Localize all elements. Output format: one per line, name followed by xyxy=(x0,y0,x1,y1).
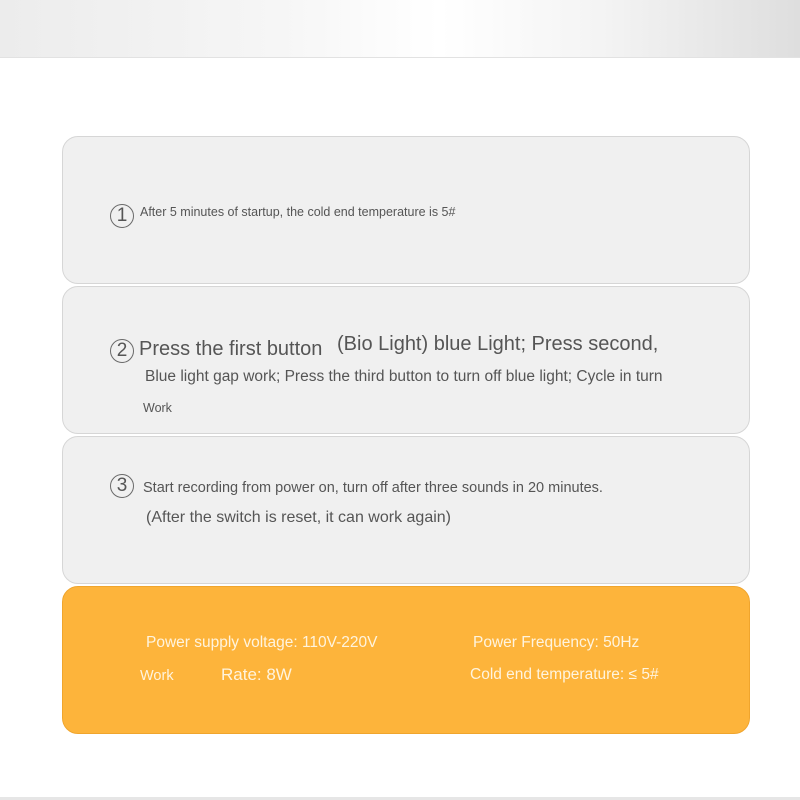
step-number-badge: 3 xyxy=(110,474,134,498)
top-banner-strip xyxy=(0,0,800,58)
step-card-3 xyxy=(62,436,750,584)
step-3-text-line-1: Start recording from power on, turn off after three sounds in 20 minutes. xyxy=(143,480,603,496)
step-2-text-line-1b: (Bio Light) blue Light; Press second, xyxy=(337,333,659,355)
step-3-text-line-2: (After the switch is reset, it can work again) xyxy=(146,509,451,526)
spec-rate: Rate: 8W xyxy=(221,665,292,684)
spec-work-label: Work xyxy=(140,668,174,684)
step-number-badge: 1 xyxy=(110,204,134,228)
spec-frequency: Power Frequency: 50Hz xyxy=(473,634,640,651)
step-2-text-line-2: Blue light gap work; Press the third button to turn off blue light; Cycle in turn xyxy=(145,368,663,385)
step-2-text-line-3: Work xyxy=(143,401,172,415)
step-card-2 xyxy=(62,286,750,434)
specifications-panel xyxy=(62,586,750,734)
step-1-text: After 5 minutes of startup, the cold end temperature is 5# xyxy=(140,205,456,219)
spec-cold-end-temperature: Cold end temperature: ≤ 5# xyxy=(470,666,659,683)
step-number-badge: 2 xyxy=(110,339,134,363)
step-card-1 xyxy=(62,136,750,284)
step-2-text-line-1a: Press the first button xyxy=(139,338,323,360)
spec-voltage: Power supply voltage: 110V-220V xyxy=(146,634,378,651)
